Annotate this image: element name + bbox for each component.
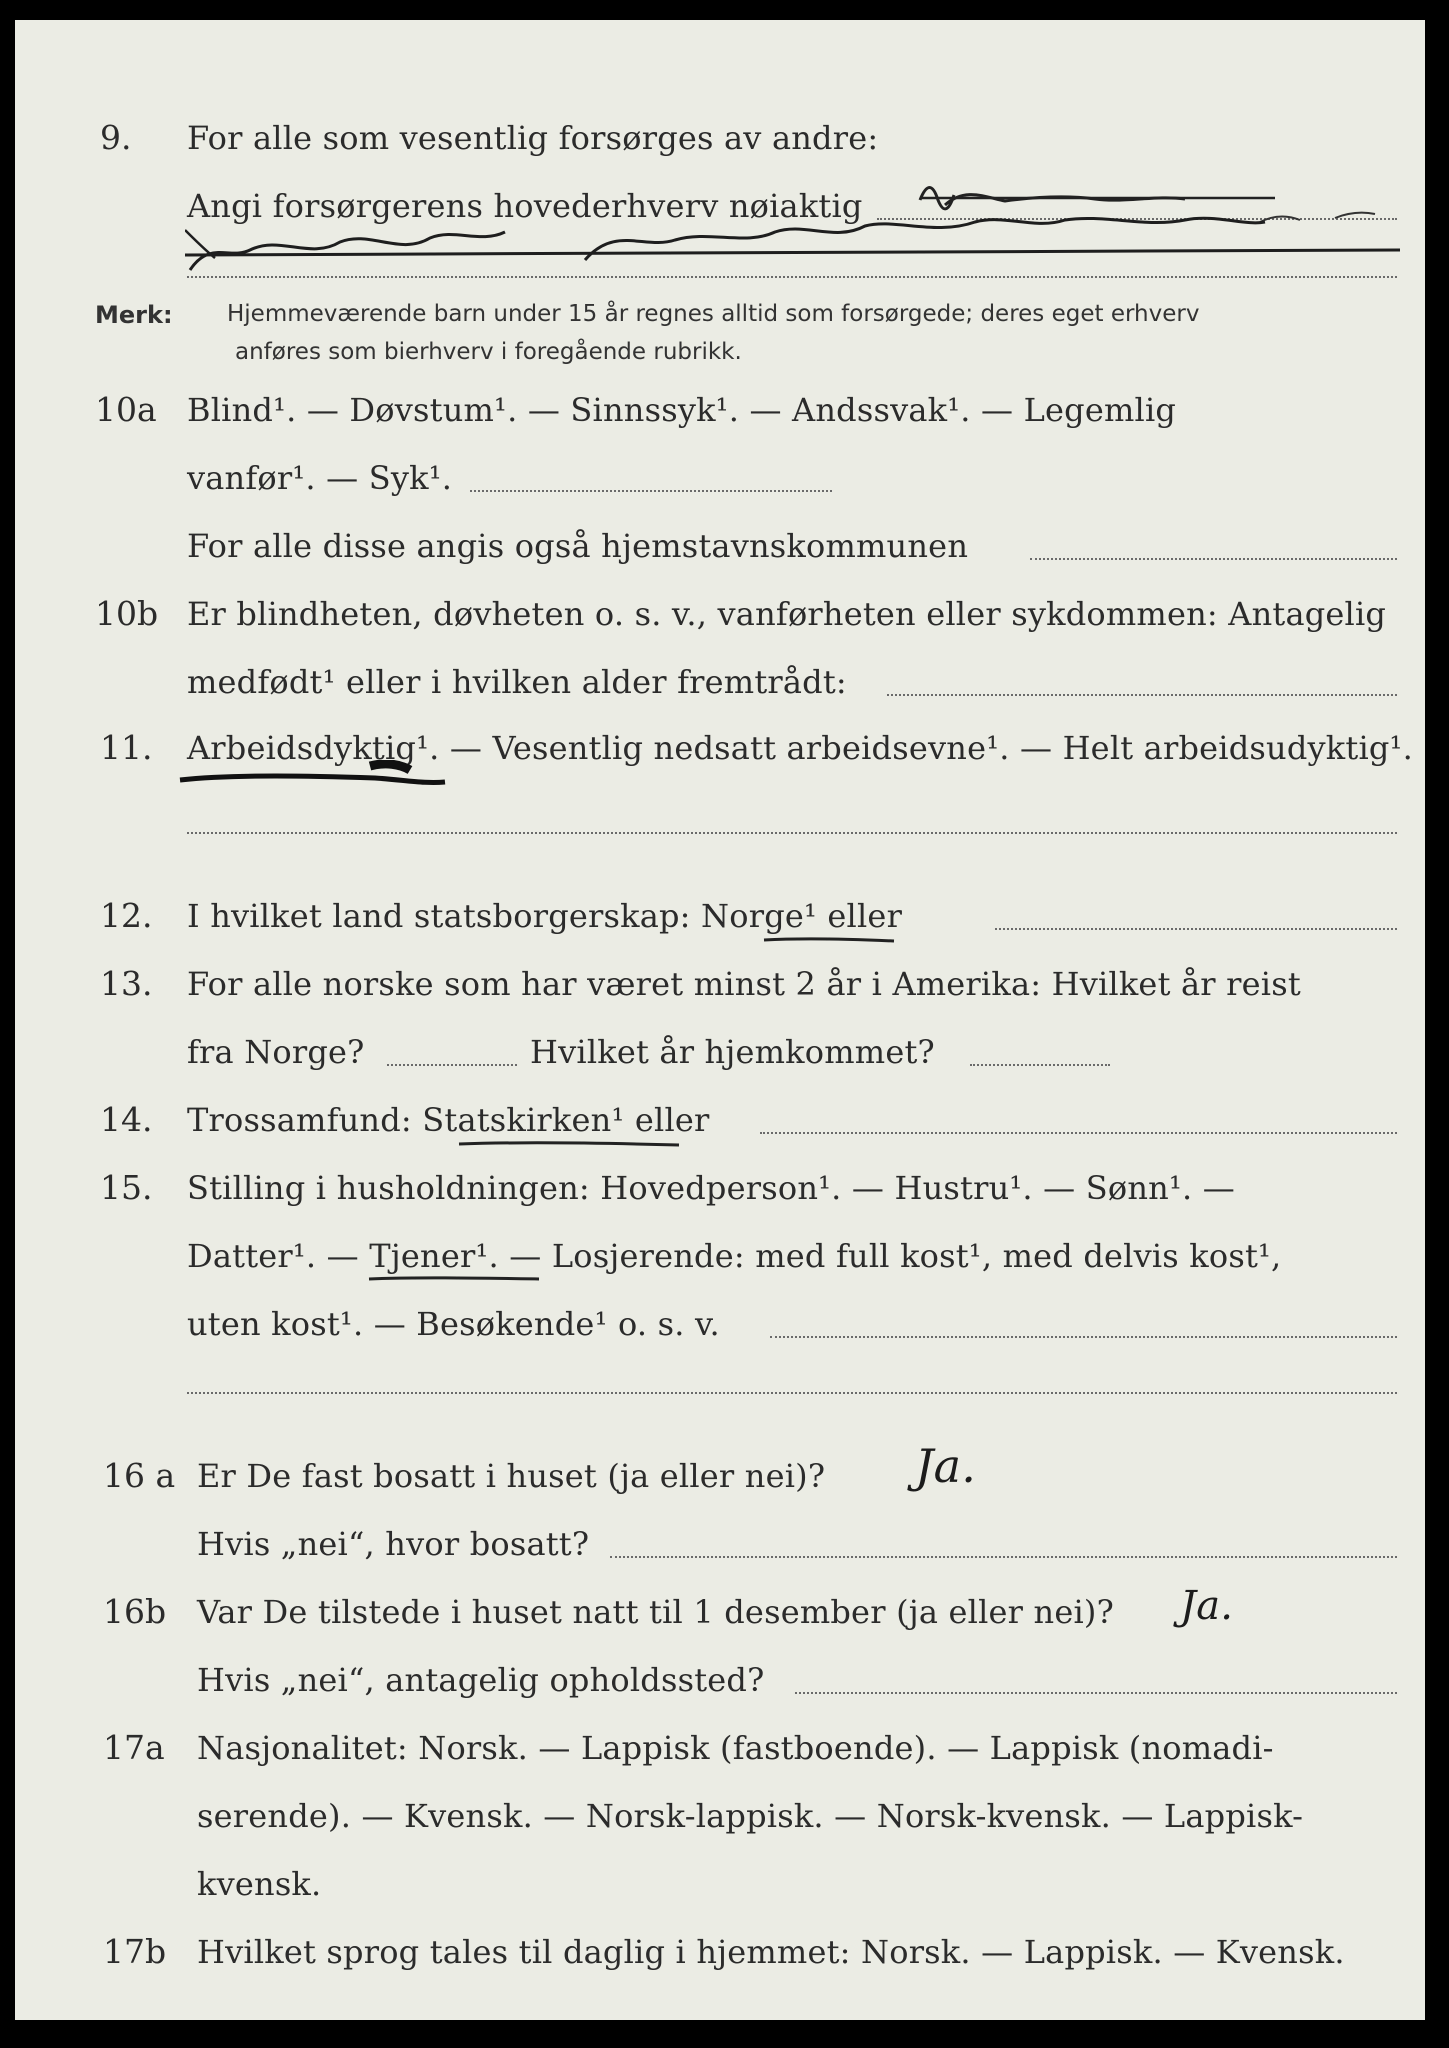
- question-text: serende). — Kvensk. — Norsk-lappisk. — Norsk-kvensk. — Lappisk-: [197, 1797, 1304, 1835]
- question-text: kvensk.: [197, 1865, 322, 1903]
- handwritten-underline: [365, 1270, 545, 1286]
- question-15-line-3: [15, 1296, 1425, 1352]
- question-text: Nasjonalitet: Norsk. — Lappisk (fastboende). — Lappisk (nomadi-: [197, 1729, 1274, 1767]
- question-text: Trossamfund: Statskirken¹ eller: [187, 1101, 710, 1139]
- answer-line[interactable]: [470, 490, 832, 492]
- handwritten-underline: [760, 932, 900, 948]
- question-text: medfødt¹ eller i hvilken alder fremtrådt:: [187, 663, 847, 701]
- question-16a-line-2: [15, 1516, 1425, 1572]
- question-number: 17a: [103, 1728, 165, 1767]
- answer-line[interactable]: [187, 832, 1397, 834]
- answer-line[interactable]: [970, 1064, 1110, 1066]
- question-number: 15.: [100, 1168, 153, 1207]
- handwritten-underline: [175, 760, 455, 790]
- note-text: anføres som bierhverv i foregående rubrikk.: [235, 339, 742, 365]
- question-10a: [15, 382, 1425, 438]
- question-10b: [15, 586, 1425, 642]
- question-16a: [15, 1439, 1425, 1504]
- question-number: 13.: [100, 964, 153, 1003]
- question-17a: [15, 1720, 1425, 1776]
- question-10a-line-3: [15, 518, 1425, 574]
- note-label: Merk:: [95, 301, 173, 329]
- question-text: Datter¹. — Tjener¹. — Losjerende: med full kost¹, med delvis kost¹,: [187, 1237, 1282, 1275]
- question-10a-line-2: [15, 450, 1425, 506]
- question-14: [15, 1092, 1425, 1148]
- question-text: Blind¹. — Døvstum¹. — Sinnssyk¹. — Andssvak¹. — Legemlig: [187, 391, 1177, 429]
- question-number: 12.: [100, 896, 153, 935]
- handwritten-answer: Ja.: [1180, 1583, 1234, 1629]
- question-text: vanfør¹. — Syk¹.: [187, 459, 453, 497]
- question-text: Hvis „nei“, hvor bosatt?: [197, 1525, 590, 1563]
- question-text: Var De tilstede i huset natt til 1 desember (ja eller nei)?: [197, 1593, 1114, 1631]
- question-10b-line-2: [15, 654, 1425, 710]
- question-text: uten kost¹. — Besøkende¹ o. s. v.: [187, 1305, 720, 1343]
- question-text: Stilling i husholdningen: Hovedperson¹. — Hustru¹. — Sønn¹. —: [187, 1169, 1235, 1207]
- answer-line[interactable]: [387, 1064, 517, 1066]
- census-form-page: [15, 20, 1425, 2020]
- answer-line[interactable]: [760, 1132, 1397, 1134]
- handwritten-answer: Ja.: [915, 1439, 977, 1493]
- question-number: 16b: [103, 1592, 167, 1631]
- question-number: 16 a: [103, 1456, 176, 1495]
- question-text: fra Norge?: [187, 1033, 365, 1071]
- question-13-line-2: [15, 1024, 1425, 1080]
- question-text: Hvis „nei“, antagelig opholdssted?: [197, 1661, 765, 1699]
- question-text: I hvilket land statsborgerskap: Norge¹ eller: [187, 897, 903, 935]
- question-text: Hvilket år hjemkommet?: [530, 1033, 935, 1071]
- question-text: For alle som vesentlig forsørges av andre:: [187, 119, 879, 157]
- answer-line[interactable]: [995, 928, 1397, 930]
- question-15: [15, 1160, 1425, 1216]
- question-number: 11.: [100, 728, 153, 767]
- question-text: Hvilket sprog tales til daglig i hjemmet: Norsk. — Lappisk. — Kvensk.: [197, 1933, 1345, 1971]
- answer-line[interactable]: [610, 1556, 1397, 1558]
- question-17a-line-3: [15, 1856, 1425, 1912]
- question-number: 14.: [100, 1100, 153, 1139]
- answer-line[interactable]: [887, 694, 1397, 696]
- question-text: For alle norske som har været minst 2 år i Amerika: Hvilket år reist: [187, 965, 1301, 1003]
- handwritten-underline: [455, 1136, 685, 1152]
- question-number: 10b: [95, 594, 159, 633]
- answer-line[interactable]: [187, 1392, 1397, 1394]
- question-text: Arbeidsdyktig¹. — Vesentlig nedsatt arbeidsevne¹. — Helt arbeidsudyktig¹.: [187, 729, 1413, 767]
- question-text: For alle disse angis også hjemstavnskommunen: [187, 527, 969, 565]
- question-text: Er blindheten, døvheten o. s. v., vanførheten eller sykdommen: Antagelig: [187, 595, 1387, 633]
- question-number: 9.: [100, 118, 132, 157]
- question-text: Er De fast bosatt i huset (ja eller nei)?: [197, 1457, 826, 1495]
- question-number: 17b: [103, 1932, 167, 1971]
- question-17b: [15, 1924, 1425, 1980]
- question-text: Angi forsørgerens hovederhverv nøiaktig: [187, 187, 863, 225]
- crossed-out-handwriting: [185, 170, 1415, 290]
- question-15-line-2: [15, 1228, 1425, 1284]
- question-13: [15, 956, 1425, 1012]
- answer-line[interactable]: [795, 1692, 1397, 1694]
- question-17a-line-2: [15, 1788, 1425, 1844]
- answer-line[interactable]: [1030, 558, 1397, 560]
- question-number: 10a: [95, 390, 157, 429]
- note-text: Hjemmeværende barn under 15 år regnes alltid som forsørgede; deres eget erhverv: [227, 301, 1200, 327]
- question-16b-line-2: [15, 1652, 1425, 1708]
- question-9: [15, 110, 1425, 166]
- question-12: [15, 888, 1425, 944]
- answer-line[interactable]: [770, 1336, 1397, 1338]
- question-16b: [15, 1584, 1425, 1640]
